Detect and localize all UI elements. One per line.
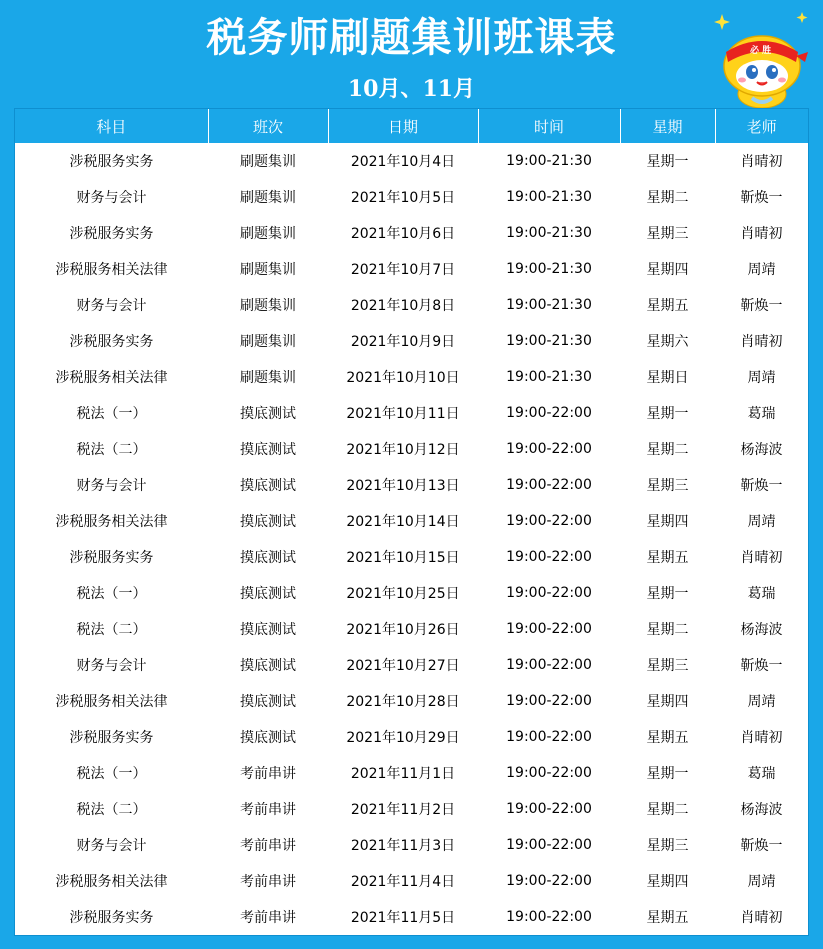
cell-time: 19:00-22:00: [506, 513, 592, 529]
cell-time: 19:00-22:00: [506, 693, 592, 709]
cell-class: 考前串讲: [240, 838, 296, 854]
cell-class: 刷题集训: [240, 334, 296, 350]
cell-weekday: 星期三: [646, 658, 689, 674]
header-time: 时间: [478, 109, 620, 143]
cell-subject: 涉税服务实务: [69, 910, 154, 926]
cell-date: 2021年10月10日: [346, 370, 460, 386]
cell-subject: 财务与会计: [76, 190, 147, 206]
table-row: [15, 863, 808, 899]
cell-weekday: 星期五: [646, 298, 689, 314]
cell-date: 2021年10月29日: [346, 730, 460, 746]
cell-teacher: 靳焕一: [740, 478, 783, 494]
cell-time: 19:00-22:00: [506, 621, 592, 637]
table-row: [15, 359, 808, 395]
cell-weekday: 星期二: [646, 442, 689, 458]
cell-weekday: 星期一: [646, 154, 689, 170]
cell-date: 2021年10月13日: [346, 478, 460, 494]
cell-date: 2021年10月28日: [346, 694, 460, 710]
cell-date: 2021年10月14日: [346, 514, 460, 530]
cell-weekday: 星期五: [646, 550, 689, 566]
table-row: [15, 791, 808, 827]
cell-class: 刷题集训: [240, 262, 296, 278]
cell-weekday: 星期三: [646, 838, 689, 854]
table-row: [15, 683, 808, 719]
cell-class: 摸底测试: [240, 622, 296, 638]
cell-teacher: 周靖: [747, 262, 776, 278]
cell-date: 2021年11月3日: [350, 838, 456, 854]
table-row: [15, 503, 808, 539]
cell-subject: 涉税服务实务: [69, 154, 154, 170]
cell-class: 刷题集训: [240, 370, 296, 386]
cell-subject: 财务与会计: [76, 838, 147, 854]
cell-time: 19:00-21:30: [506, 369, 592, 385]
cell-class: 刷题集训: [240, 190, 296, 206]
cell-subject: 涉税服务实务: [69, 226, 154, 242]
header-class: 班次: [208, 109, 328, 143]
cell-subject: 涉税服务相关法律: [55, 514, 168, 530]
cell-teacher: 葛瑞: [747, 766, 776, 782]
table-row: [15, 647, 808, 683]
cell-weekday: 星期四: [646, 874, 689, 890]
table-row: [15, 467, 808, 503]
cell-subject: 税法（二）: [76, 442, 147, 458]
cell-time: 19:00-21:30: [506, 333, 592, 349]
table-row: [15, 215, 808, 251]
cell-class: 考前串讲: [240, 766, 296, 782]
cell-class: 摸底测试: [240, 406, 296, 422]
table-row: [15, 755, 808, 791]
cell-weekday: 星期二: [646, 802, 689, 818]
cell-teacher: 肖晴初: [740, 154, 783, 170]
cell-teacher: 葛瑞: [747, 586, 776, 602]
cell-time: 19:00-21:30: [506, 297, 592, 313]
cell-teacher: 靳焕一: [740, 838, 783, 854]
cell-weekday: 星期四: [646, 514, 689, 530]
cell-time: 19:00-22:00: [506, 801, 592, 817]
cell-time: 19:00-22:00: [506, 909, 592, 925]
cell-time: 19:00-21:30: [506, 225, 592, 241]
page-subtitle: 10月、11月: [347, 76, 476, 102]
cell-subject: 财务与会计: [76, 658, 147, 674]
schedule-table: [15, 109, 808, 935]
table-row: [15, 179, 808, 215]
cell-weekday: 星期一: [646, 586, 689, 602]
cell-time: 19:00-22:00: [506, 405, 592, 421]
cell-teacher: 肖晴初: [740, 226, 783, 242]
cell-date: 2021年10月8日: [350, 298, 456, 314]
cell-class: 刷题集训: [240, 154, 296, 170]
cell-time: 19:00-21:30: [506, 189, 592, 205]
cell-time: 19:00-22:00: [506, 729, 592, 745]
table-row: [15, 287, 808, 323]
mascot-icon: [712, 8, 812, 112]
cell-subject: 财务与会计: [76, 478, 147, 494]
cell-date: 2021年10月9日: [350, 334, 456, 350]
cell-time: 19:00-22:00: [506, 837, 592, 853]
table-row: [15, 827, 808, 863]
cell-date: 2021年10月7日: [350, 262, 456, 278]
cell-class: 摸底测试: [240, 730, 296, 746]
cell-weekday: 星期三: [646, 478, 689, 494]
cell-class: 刷题集训: [240, 226, 296, 242]
cell-class: 摸底测试: [240, 694, 296, 710]
cell-date: 2021年10月6日: [350, 226, 456, 242]
table-row: [15, 575, 808, 611]
cell-weekday: 星期五: [646, 730, 689, 746]
table-header-row: [15, 109, 808, 143]
cell-time: 19:00-22:00: [506, 873, 592, 889]
table-row: [15, 143, 808, 179]
cell-teacher: 肖晴初: [740, 550, 783, 566]
cell-subject: 税法（二）: [76, 622, 147, 638]
cell-weekday: 星期六: [646, 334, 689, 350]
cell-weekday: 星期日: [646, 370, 689, 386]
table-body: [15, 143, 808, 935]
cell-date: 2021年11月2日: [350, 802, 456, 818]
cell-weekday: 星期四: [646, 694, 689, 710]
cell-subject: 税法（一）: [76, 406, 147, 422]
cell-date: 2021年11月4日: [350, 874, 456, 890]
header-teacher: 老师: [715, 109, 808, 143]
cell-class: 摸底测试: [240, 658, 296, 674]
cell-time: 19:00-22:00: [506, 765, 592, 781]
table-row: [15, 323, 808, 359]
cell-weekday: 星期五: [646, 910, 689, 926]
cell-date: 2021年10月15日: [346, 550, 460, 566]
cell-teacher: 靳焕一: [740, 190, 783, 206]
table-row: [15, 395, 808, 431]
cell-date: 2021年10月27日: [346, 658, 460, 674]
cell-class: 摸底测试: [240, 550, 296, 566]
cell-subject: 涉税服务相关法律: [55, 874, 168, 890]
cell-weekday: 星期一: [646, 766, 689, 782]
cell-subject: 涉税服务相关法律: [55, 694, 168, 710]
cell-teacher: 靳焕一: [740, 298, 783, 314]
cell-teacher: 周靖: [747, 694, 776, 710]
cell-teacher: 肖晴初: [740, 910, 783, 926]
cell-subject: 涉税服务相关法律: [55, 262, 168, 278]
cell-class: 刷题集训: [240, 298, 296, 314]
cell-class: 考前串讲: [240, 910, 296, 926]
cell-time: 19:00-21:30: [506, 153, 592, 169]
table-row: [15, 251, 808, 287]
cell-time: 19:00-21:30: [506, 261, 592, 277]
cell-teacher: 杨海波: [740, 622, 783, 638]
cell-time: 19:00-22:00: [506, 477, 592, 493]
cell-time: 19:00-22:00: [506, 441, 592, 457]
cell-subject: 税法（一）: [76, 766, 147, 782]
cell-time: 19:00-22:00: [506, 657, 592, 673]
cell-date: 2021年11月5日: [350, 910, 456, 926]
cell-teacher: 周靖: [747, 370, 776, 386]
cell-subject: 税法（一）: [76, 586, 147, 602]
cell-teacher: 肖晴初: [740, 334, 783, 350]
cell-teacher: 肖晴初: [740, 730, 783, 746]
cell-teacher: 靳焕一: [740, 658, 783, 674]
cell-weekday: 星期三: [646, 226, 689, 242]
cell-teacher: 周靖: [747, 514, 776, 530]
cell-class: 摸底测试: [240, 478, 296, 494]
header-date: 日期: [328, 109, 478, 143]
cell-class: 考前串讲: [240, 802, 296, 818]
cell-time: 19:00-22:00: [506, 585, 592, 601]
cell-subject: 涉税服务实务: [69, 550, 154, 566]
header-subject: 科目: [15, 109, 208, 143]
cell-date: 2021年10月26日: [346, 622, 460, 638]
cell-class: 考前串讲: [240, 874, 296, 890]
cell-subject: 涉税服务相关法律: [55, 370, 168, 386]
cell-class: 摸底测试: [240, 442, 296, 458]
cell-time: 19:00-22:00: [506, 549, 592, 565]
cell-subject: 财务与会计: [76, 298, 147, 314]
cell-teacher: 葛瑞: [747, 406, 776, 422]
cell-class: 摸底测试: [240, 514, 296, 530]
table-row: [15, 611, 808, 647]
cell-subject: 税法（二）: [76, 802, 147, 818]
table-row: [15, 539, 808, 575]
schedule-table-container: [14, 108, 809, 936]
cell-date: 2021年10月11日: [346, 406, 460, 422]
cell-date: 2021年10月25日: [346, 586, 460, 602]
cell-subject: 涉税服务实务: [69, 730, 154, 746]
cell-teacher: 杨海波: [740, 442, 783, 458]
cell-weekday: 星期四: [646, 262, 689, 278]
page-title: 税务师刷题集训班课表: [206, 14, 617, 61]
cell-teacher: 杨海波: [740, 802, 783, 818]
cell-date: 2021年10月12日: [346, 442, 460, 458]
cell-date: 2021年11月1日: [350, 766, 456, 782]
cell-weekday: 星期二: [646, 622, 689, 638]
table-row: [15, 719, 808, 755]
header-weekday: 星期: [620, 109, 715, 143]
cell-subject: 涉税服务实务: [69, 334, 154, 350]
cell-date: 2021年10月5日: [350, 190, 456, 206]
cell-date: 2021年10月4日: [350, 154, 456, 170]
cell-weekday: 星期一: [646, 406, 689, 422]
cell-class: 摸底测试: [240, 586, 296, 602]
table-row: [15, 431, 808, 467]
cell-weekday: 星期二: [646, 190, 689, 206]
mascot-badge-text: 必 胜: [750, 46, 772, 56]
cell-teacher: 周靖: [747, 874, 776, 890]
table-row: [15, 899, 808, 935]
